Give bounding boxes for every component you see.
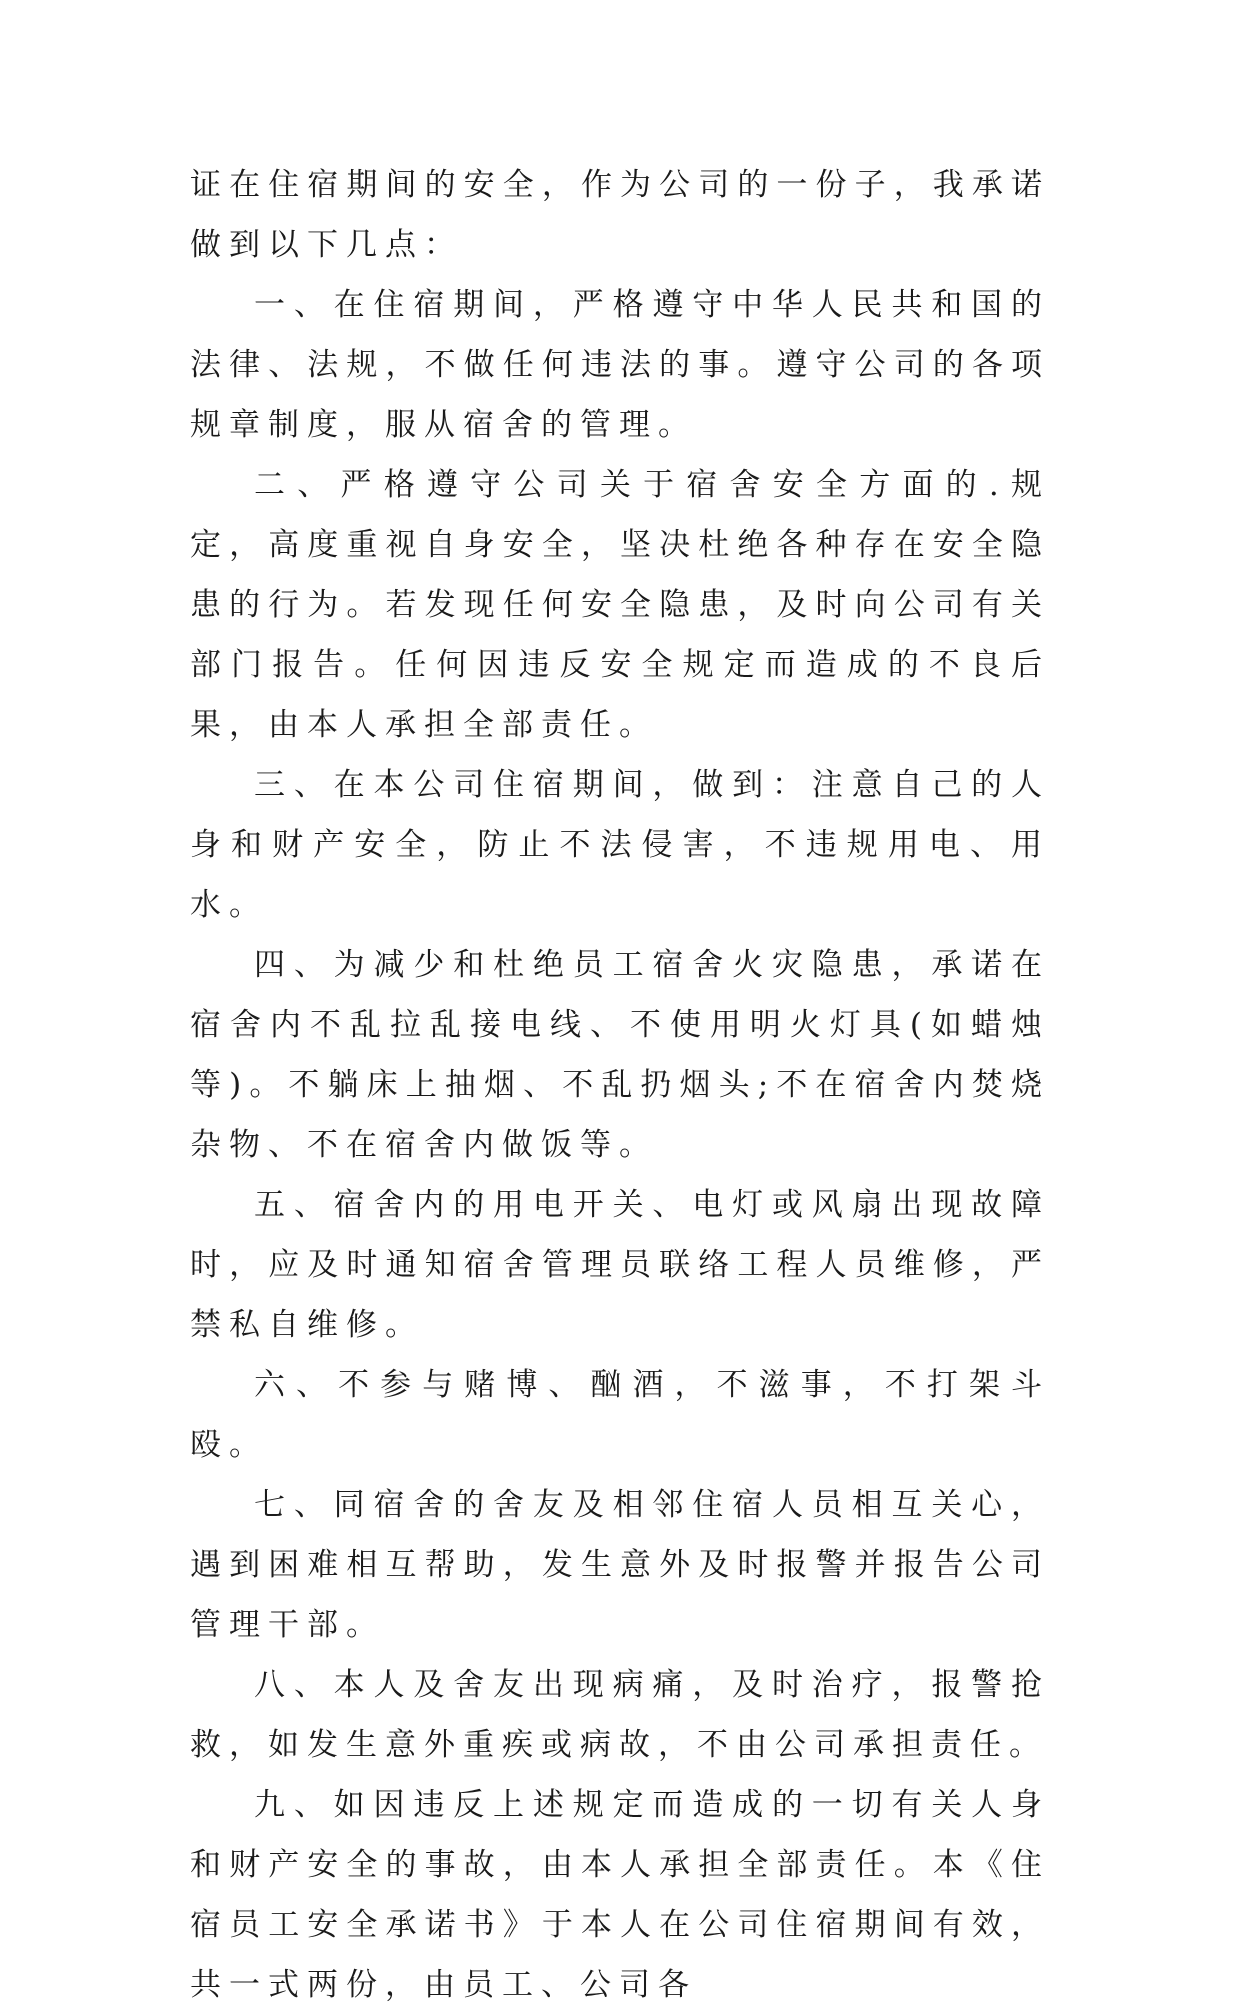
paragraph-item-5: 五、宿舍内的用电开关、电灯或风扇出现故障时，应及时通知宿舍管理员联络工程人员维修，严禁私自维修。 [190, 1187, 1050, 1343]
paragraph-item-2: 二、严格遵守公司关于宿舍安全方面的.规定，高度重视自身安全，坚决杜绝各种存在安全隐患的行为。若发现任何安全隐患，及时向公司有关部门报告。任何因违反安全规定而造成的不良后果，由本人承担全部责任。 [190, 467, 1050, 743]
paragraph-item-9: 九、如因违反上述规定而造成的一切有关人身和财产安全的事故，由本人承担全部责任。本《住宿员工安全承诺书》于本人在公司住宿期间有效，共一式两份，由员工、公司各 [190, 1787, 1050, 2003]
paragraph-item-4: 四、为减少和杜绝员工宿舍火灾隐患，承诺在宿舍内不乱拉乱接电线、不使用明火灯具(如蜡烛等)。不躺床上抽烟、不乱扔烟头;不在宿舍内焚烧杂物、不在宿舍内做饭等。 [190, 947, 1050, 1163]
paragraph-item-8: 八、本人及舍友出现病痛，及时治疗，报警抢救，如发生意外重疾或病故，不由公司承担责任。 [190, 1667, 1050, 1763]
paragraph-item-3: 三、在本公司住宿期间，做到：注意自己的人身和财产安全，防止不法侵害，不违规用电、用水。 [190, 767, 1050, 923]
document-body [190, 155, 1050, 2015]
paragraph-item-1: 一、在住宿期间，严格遵守中华人民共和国的法律、法规，不做任何违法的事。遵守公司的各项规章制度，服从宿舍的管理。 [190, 287, 1050, 443]
paragraph-intro-continuation: 证在住宿期间的安全，作为公司的一份子，我承诺做到以下几点： [190, 167, 1050, 263]
paragraph-item-6: 六、不参与赌博、酗酒，不滋事，不打架斗殴。 [190, 1367, 1050, 1463]
paragraph-item-7: 七、同宿舍的舍友及相邻住宿人员相互关心，遇到困难相互帮助，发生意外及时报警并报告公司管理干部。 [190, 1487, 1050, 1643]
